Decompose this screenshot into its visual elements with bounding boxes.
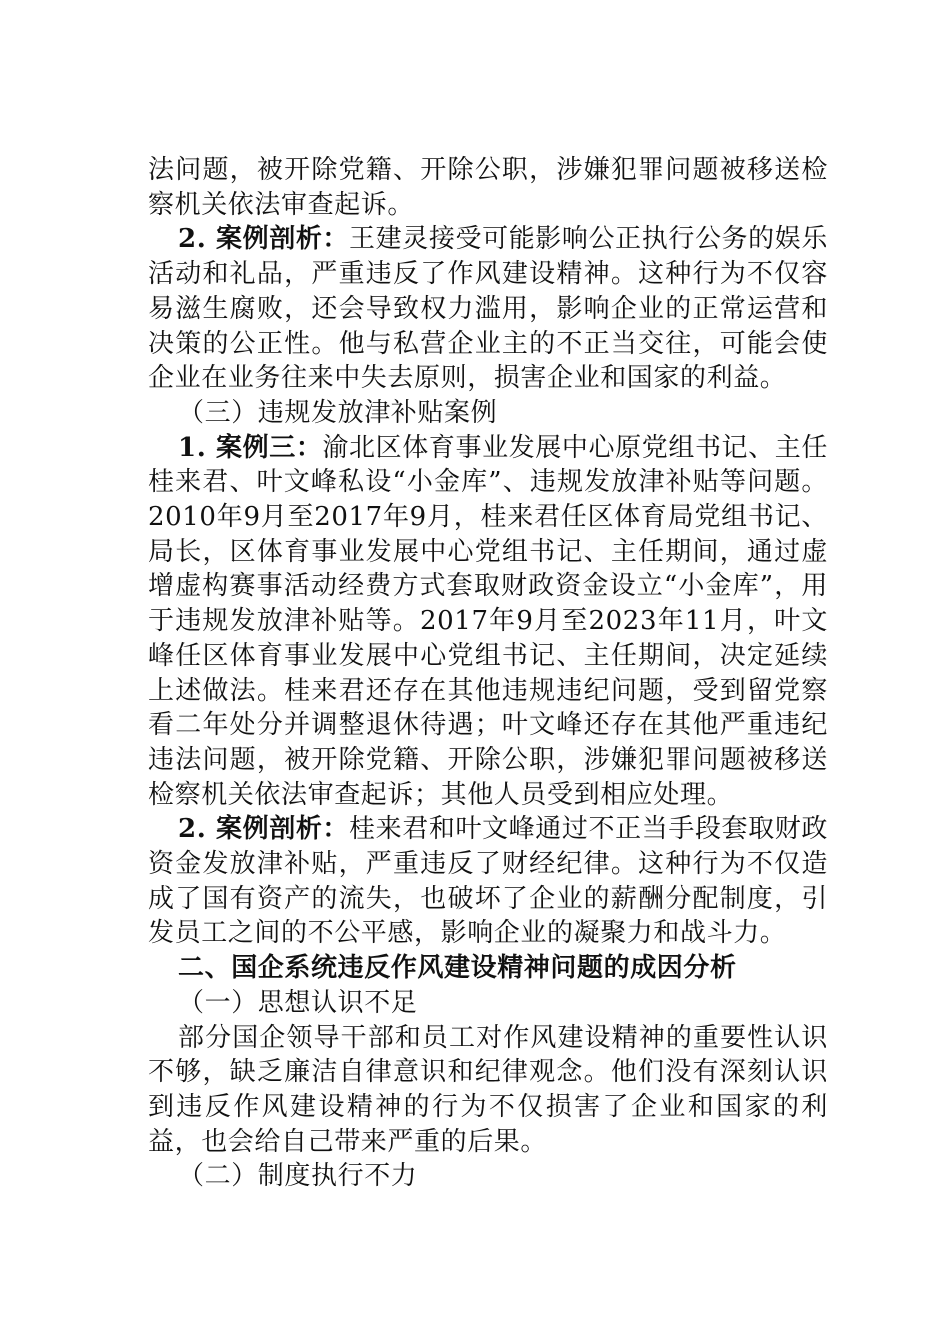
paragraph-lead: 1. 案例三： (178, 432, 323, 463)
section-heading (148, 951, 828, 986)
paragraph-text: 王建灵接受可能影响公正执行公务的娱乐活动和礼品，严重违反了作风建设精神。这种行为不仅容易滋生腐败，还会导致权力滥用，影响企业的正常运营和决策的公正性。他与私营企业主的不正当交往，可能会使企业在业务往来中失去原则，损害企业和国家的利益。 (148, 224, 828, 394)
paragraph-lead: 2. 案例剖析： (178, 814, 350, 845)
section-subheading (148, 396, 828, 431)
section-subheading (148, 1159, 828, 1194)
paragraph-lead: 2. 案例剖析： (178, 224, 350, 255)
document-body (148, 153, 828, 1194)
subheading-text: （一）思想认识不足 (178, 987, 418, 1018)
body-paragraph (148, 1021, 828, 1160)
paragraph-text: 桂来君和叶文峰通过不正当手段套取财政资金发放津补贴，严重违反了财经纪律。这种行为不仅造成了国有资产的流失，也破坏了企业的薪酬分配制度，引发员工之间的不公平感，影响企业的凝聚力和战斗力。 (148, 814, 828, 949)
case-three-paragraph (148, 431, 828, 813)
case-analysis-paragraph (148, 222, 828, 396)
paragraph-text: 部分国企领导干部和员工对作风建设精神的重要性认识不够，缺乏廉洁自律意识和纪律观念。他们没有深刻认识到违反作风建设精神的行为不仅损害了企业和国家的利益，也会给自己带来严重的后果。 (148, 1022, 828, 1157)
subheading-text: （三）违规发放津补贴案例 (178, 397, 498, 428)
paragraph-text: 渝北区体育事业发展中心原党组书记、主任桂来君、叶文峰私设“小金库”、违规发放津补贴等问题。2010年9月至2017年9月，桂来君任区体育局党组书记、局长，区体育事业发展中心党组书记、主任期间，通过虚增虚构赛事活动经费方式套取财政资金设立“小金库”，用于违规发放津补贴等。2017年9月至2023年11月，叶文峰任区体育事业发展中心党组书记、主任期间，决定延续上述做法。桂来君还存在其他违规违纪问题，受到留党察看二年处分并调整退休待遇；叶文峰还存在其他严重违纪违法问题，被开除党籍、开除公职，涉嫌犯罪问题被移送检察机关依法审查起诉；其他人员受到相应处理。 (148, 432, 828, 810)
paragraph-text: 法问题，被开除党籍、开除公职，涉嫌犯罪问题被移送检察机关依法审查起诉。 (148, 155, 828, 220)
case-analysis-paragraph (148, 812, 828, 951)
heading-text: 二、国企系统违反作风建设精神问题的成因分析 (178, 953, 737, 984)
section-subheading (148, 986, 828, 1021)
subheading-text: （二）制度执行不力 (178, 1161, 418, 1192)
body-paragraph (148, 153, 828, 222)
